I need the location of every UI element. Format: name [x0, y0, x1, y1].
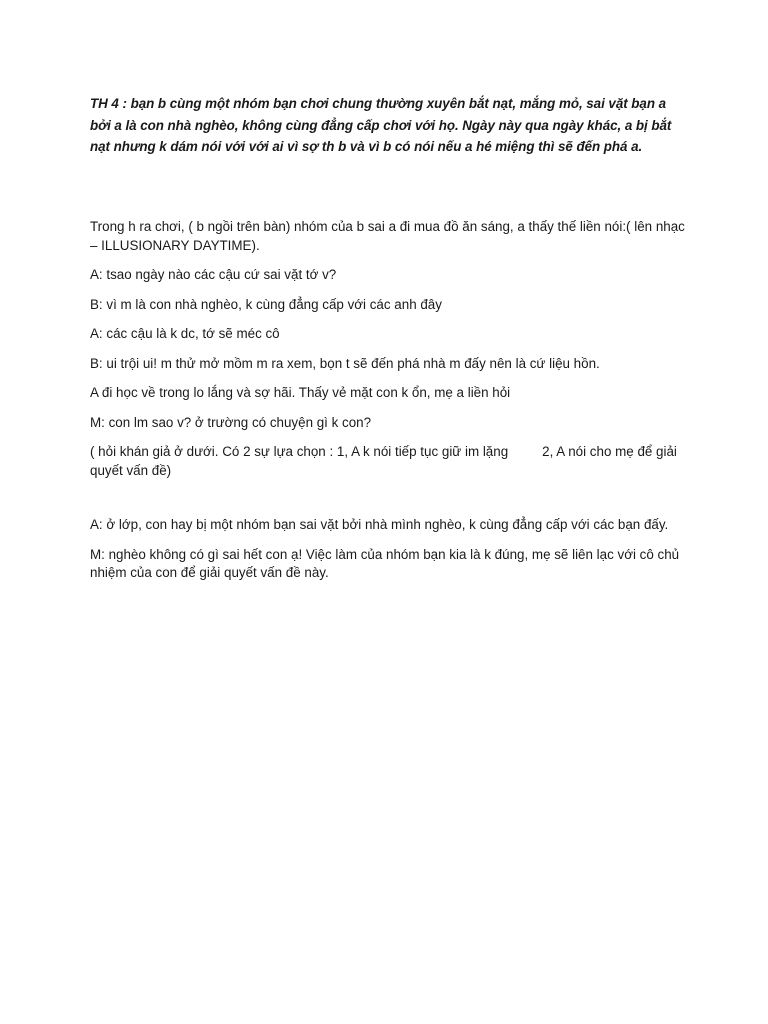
dialogue-line: A: các cậu là k dc, tớ sẽ méc cô — [90, 326, 280, 341]
audience-choice-part1: ( hỏi khán giả ở dưới. Có 2 sự lựa chọn : 1, A k nói tiếp tục giữ im lặng — [90, 444, 509, 459]
dialogue-line: B: vì m là con nhà nghèo, k cùng đẳng cấp với các anh đây — [90, 296, 442, 312]
dialogue-line: A: ở lớp, con hay bị một nhóm bạn sai vặt bởi nhà mình nghèo, k cùng đẳng cấp với các bạn đấy. — [90, 517, 669, 532]
scene-heading: TH 4 : bạn b cùng một nhóm bạn chơi chung thường xuyên bắt nạt, mắng mỏ, sai vặt bạn a bởi a là con nhà nghèo, không cùng đẳng cấp chơi với họ. Ngày này qua ngày khác, a bị bắt nạt nhưng k dám nói với với ai vì sợ th b và vì b có nói nếu a hé miệng thì sẽ đến phá a. — [90, 96, 672, 154]
dialogue-line: M: nghèo không có gì sai hết con ạ! Việc làm của nhóm bạn kia là k đúng, mẹ sẽ liên lạc với cô chủ nhiệm của con để giải quyết vấn đề này. — [90, 546, 680, 580]
audience-choice-part2: 2, A nói cho mẹ để giải quyết vấn đề) — [90, 444, 677, 478]
narration-paragraph: A đi học về trong lo lắng và sợ hãi. Thấy vẻ mặt con k ổn, mẹ a liền hỏi — [90, 385, 511, 400]
dialogue-line: M: con lm sao v? ở trường có chuyện gì k con? — [90, 414, 372, 430]
narration-paragraph: Trong h ra chơi, ( b ngồi trên bàn) nhóm của b sai a đi mua đồ ăn sáng, a thấy thế liền nói:( lên nhạc – ILLUSIONARY DAYTIME). — [90, 219, 685, 253]
dialogue-line: A: tsao ngày nào các cậu cứ sai vặt tớ v? — [90, 267, 337, 282]
audience-choice — [90, 443, 690, 480]
dialogue-line: B: ui trội ui! m thử mở mồm m ra xem, bọn t sẽ đến phá nhà m đấy nên là cứ liệu hồn. — [90, 355, 600, 371]
scene-body — [90, 218, 690, 594]
